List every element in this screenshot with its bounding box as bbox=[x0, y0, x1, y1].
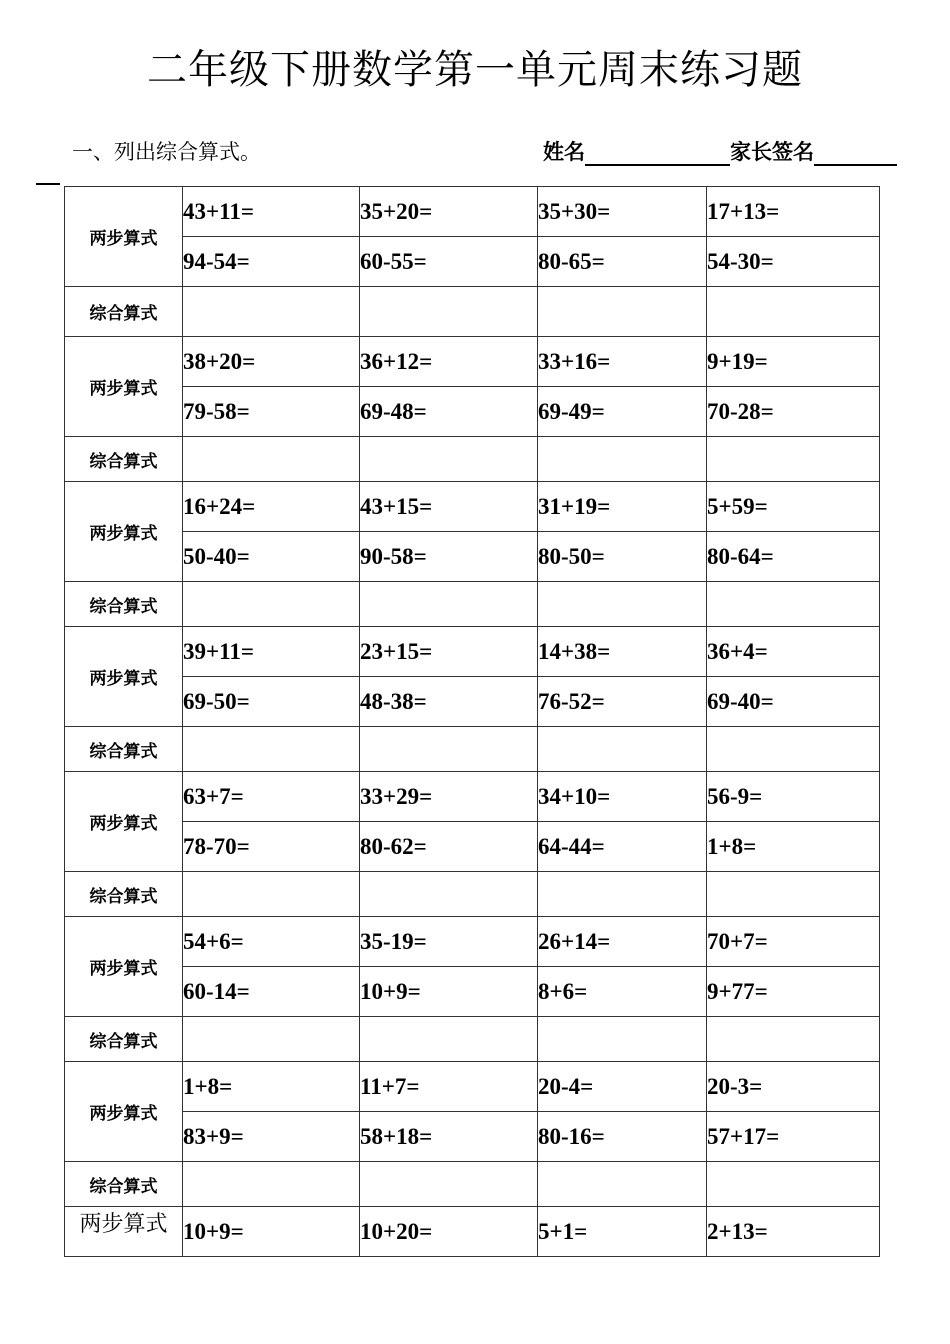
name-label: 姓名 bbox=[543, 140, 585, 164]
problem-cell: 10+20= bbox=[360, 1207, 538, 1257]
answer-cell[interactable] bbox=[538, 287, 707, 337]
two-step-label: 两步算式 bbox=[65, 772, 183, 872]
problem-cell: 11+7= bbox=[360, 1062, 538, 1112]
answer-cell[interactable] bbox=[183, 727, 360, 772]
answer-cell[interactable] bbox=[707, 582, 880, 627]
problem-cell: 9+77= bbox=[707, 967, 880, 1017]
problem-cell: 80-62= bbox=[360, 822, 538, 872]
problem-cell: 58+18= bbox=[360, 1112, 538, 1162]
problem-cell: 31+19= bbox=[538, 482, 707, 532]
two-step-row bbox=[65, 187, 880, 237]
problem-cell: 10+9= bbox=[360, 967, 538, 1017]
combined-label: 综合算式 bbox=[65, 582, 183, 627]
problem-cell: 36+4= bbox=[707, 627, 880, 677]
answer-cell[interactable] bbox=[360, 872, 538, 917]
problem-cell: 69-49= bbox=[538, 387, 707, 437]
two-step-label: 两步算式 bbox=[65, 627, 183, 727]
two-step-row bbox=[65, 337, 880, 387]
problem-cell: 10+9= bbox=[183, 1207, 360, 1257]
two-step-label: 两步算式 bbox=[65, 337, 183, 437]
problem-cell: 5+1= bbox=[538, 1207, 707, 1257]
parent-signature-label: 家长签名 bbox=[730, 140, 814, 164]
problem-cell: 20-3= bbox=[707, 1062, 880, 1112]
two-step-label: 两步算式 bbox=[65, 482, 183, 582]
problem-cell: 17+13= bbox=[707, 187, 880, 237]
problem-cell: 35+20= bbox=[360, 187, 538, 237]
answer-cell[interactable] bbox=[538, 1017, 707, 1062]
problem-cell: 80-50= bbox=[538, 532, 707, 582]
problem-cell: 39+11= bbox=[183, 627, 360, 677]
problem-cell: 48-38= bbox=[360, 677, 538, 727]
problem-cell: 63+7= bbox=[183, 772, 360, 822]
two-step-row bbox=[65, 1062, 880, 1112]
problem-cell: 69-40= bbox=[707, 677, 880, 727]
problem-cell: 23+15= bbox=[360, 627, 538, 677]
answer-cell[interactable] bbox=[538, 872, 707, 917]
problem-cell: 36+12= bbox=[360, 337, 538, 387]
problem-cell: 79-58= bbox=[183, 387, 360, 437]
two-step-row bbox=[65, 917, 880, 967]
two-step-row bbox=[65, 677, 880, 727]
answer-cell[interactable] bbox=[360, 1017, 538, 1062]
page-title: 二年级下册数学第一单元周末练习题 bbox=[147, 47, 803, 93]
problem-cell: 76-52= bbox=[538, 677, 707, 727]
two-step-row bbox=[65, 237, 880, 287]
answer-cell[interactable] bbox=[538, 1162, 707, 1207]
problem-cell: 1+8= bbox=[707, 822, 880, 872]
answer-cell[interactable] bbox=[183, 582, 360, 627]
answer-cell[interactable] bbox=[360, 1162, 538, 1207]
answer-cell[interactable] bbox=[707, 872, 880, 917]
problem-cell: 9+19= bbox=[707, 337, 880, 387]
combined-row bbox=[65, 727, 880, 772]
problem-cell: 35-19= bbox=[360, 917, 538, 967]
answer-cell[interactable] bbox=[538, 437, 707, 482]
problem-cell: 54-30= bbox=[707, 237, 880, 287]
answer-cell[interactable] bbox=[360, 437, 538, 482]
name-blank[interactable] bbox=[585, 142, 730, 166]
answer-cell[interactable] bbox=[538, 727, 707, 772]
section-heading: 一、列出综合算式。 bbox=[72, 140, 261, 164]
problem-cell: 70+7= bbox=[707, 917, 880, 967]
problem-cell: 69-48= bbox=[360, 387, 538, 437]
two-step-row bbox=[65, 822, 880, 872]
answer-cell[interactable] bbox=[360, 582, 538, 627]
problem-cell: 60-14= bbox=[183, 967, 360, 1017]
problem-cell: 90-58= bbox=[360, 532, 538, 582]
problem-cell: 69-50= bbox=[183, 677, 360, 727]
margin-dash bbox=[36, 183, 60, 185]
problem-cell: 33+29= bbox=[360, 772, 538, 822]
problem-cell: 33+16= bbox=[538, 337, 707, 387]
answer-cell[interactable] bbox=[707, 1162, 880, 1207]
answer-cell[interactable] bbox=[183, 1017, 360, 1062]
combined-label: 综合算式 bbox=[65, 1017, 183, 1062]
two-step-row bbox=[65, 627, 880, 677]
problem-cell: 70-28= bbox=[707, 387, 880, 437]
answer-cell[interactable] bbox=[538, 582, 707, 627]
combined-label: 综合算式 bbox=[65, 872, 183, 917]
problem-cell: 54+6= bbox=[183, 917, 360, 967]
exercise-table bbox=[64, 186, 880, 1257]
problem-cell: 1+8= bbox=[183, 1062, 360, 1112]
answer-cell[interactable] bbox=[360, 287, 538, 337]
combined-row bbox=[65, 582, 880, 627]
two-step-label: 两步算式 bbox=[65, 1062, 183, 1162]
answer-cell[interactable] bbox=[183, 1162, 360, 1207]
problem-cell: 34+10= bbox=[538, 772, 707, 822]
combined-label: 综合算式 bbox=[65, 437, 183, 482]
two-step-row bbox=[65, 532, 880, 582]
problem-cell: 43+15= bbox=[360, 482, 538, 532]
answer-cell[interactable] bbox=[707, 1017, 880, 1062]
problem-cell: 50-40= bbox=[183, 532, 360, 582]
problem-cell: 80-65= bbox=[538, 237, 707, 287]
combined-label: 综合算式 bbox=[65, 1162, 183, 1207]
combined-row bbox=[65, 872, 880, 917]
problem-cell: 26+14= bbox=[538, 917, 707, 967]
two-step-row bbox=[65, 1112, 880, 1162]
answer-cell[interactable] bbox=[707, 437, 880, 482]
problem-cell: 2+13= bbox=[707, 1207, 880, 1257]
problem-cell: 56-9= bbox=[707, 772, 880, 822]
two-step-row bbox=[65, 967, 880, 1017]
combined-row bbox=[65, 1017, 880, 1062]
combined-label: 综合算式 bbox=[65, 287, 183, 337]
answer-cell[interactable] bbox=[183, 872, 360, 917]
two-step-row bbox=[65, 387, 880, 437]
problem-cell: 5+59= bbox=[707, 482, 880, 532]
parent-signature-blank[interactable] bbox=[814, 142, 897, 166]
problem-cell: 83+9= bbox=[183, 1112, 360, 1162]
problem-cell: 94-54= bbox=[183, 237, 360, 287]
problem-cell: 14+38= bbox=[538, 627, 707, 677]
problem-cell: 80-64= bbox=[707, 532, 880, 582]
problem-cell: 78-70= bbox=[183, 822, 360, 872]
problem-cell: 8+6= bbox=[538, 967, 707, 1017]
two-step-label: 两步算式 bbox=[65, 187, 183, 287]
problem-cell: 80-16= bbox=[538, 1112, 707, 1162]
two-step-label: 两步算式 bbox=[65, 1207, 183, 1257]
problem-cell: 20-4= bbox=[538, 1062, 707, 1112]
answer-cell[interactable] bbox=[707, 727, 880, 772]
two-step-row bbox=[65, 1207, 880, 1257]
name-signature-fields bbox=[543, 136, 897, 166]
problem-cell: 38+20= bbox=[183, 337, 360, 387]
problem-cell: 16+24= bbox=[183, 482, 360, 532]
problem-cell: 43+11= bbox=[183, 187, 360, 237]
problem-cell: 60-55= bbox=[360, 237, 538, 287]
problem-cell: 57+17= bbox=[707, 1112, 880, 1162]
combined-row bbox=[65, 437, 880, 482]
answer-cell[interactable] bbox=[183, 287, 360, 337]
combined-label: 综合算式 bbox=[65, 727, 183, 772]
combined-row bbox=[65, 287, 880, 337]
two-step-label: 两步算式 bbox=[65, 917, 183, 1017]
combined-row bbox=[65, 1162, 880, 1207]
problem-cell: 35+30= bbox=[538, 187, 707, 237]
answer-cell[interactable] bbox=[707, 287, 880, 337]
two-step-row bbox=[65, 772, 880, 822]
answer-cell[interactable] bbox=[360, 727, 538, 772]
answer-cell[interactable] bbox=[183, 437, 360, 482]
problem-cell: 64-44= bbox=[538, 822, 707, 872]
two-step-row bbox=[65, 482, 880, 532]
